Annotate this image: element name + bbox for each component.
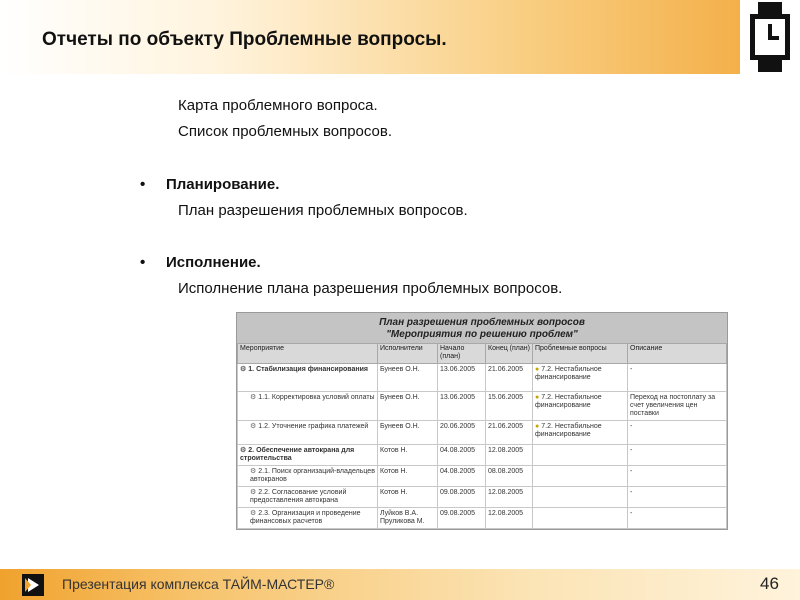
play-arrow-icon (22, 574, 44, 596)
cell-end: 12.08.2005 (486, 445, 533, 466)
task-name: 1.1. Корректировка условий оплаты (258, 394, 375, 401)
cell-issue: 7.2. Нестабильное финансирование (535, 394, 602, 409)
task-icon: ⚙ (250, 510, 257, 517)
section-planning (140, 176, 279, 193)
cell-issue: 7.2. Нестабильное финансирование (535, 366, 602, 381)
cell-end: 15.06.2005 (486, 392, 533, 421)
cell-who: Бунеев О.Н. (378, 392, 438, 421)
text-issue-map: Карта проблемного вопроса. (178, 97, 378, 114)
text-execution: Исполнение плана разрешения проблемных вопросов. (178, 280, 563, 297)
cell-desc: - (628, 487, 727, 508)
cell-issue (533, 466, 628, 487)
cell-who: Луйков В.А. Пруликова М. (378, 508, 438, 529)
bullet-execution: • (140, 254, 146, 271)
footer-text: Презентация комплекса ТАЙМ-МАСТЕР® (62, 576, 335, 592)
col-header[interactable]: Исполнители (378, 344, 438, 364)
report-title-line1: План разрешения проблемных вопросов (379, 317, 585, 328)
section-execution (140, 254, 261, 271)
cell-end: 12.08.2005 (486, 487, 533, 508)
task-icon: ⚙ (250, 489, 257, 496)
cell-end: 21.06.2005 (486, 421, 533, 445)
task-icon: ⚙ (240, 447, 247, 454)
footer-bar (0, 569, 800, 600)
task-name: 1.2. Уточнение графика платежей (258, 423, 369, 430)
cell-desc: - (628, 466, 727, 487)
cell-start: 04.08.2005 (438, 445, 486, 466)
col-header[interactable]: Проблемные вопросы (533, 344, 628, 364)
table-header-row (238, 344, 727, 364)
cell-who: Котов Н. (378, 445, 438, 466)
task-name: 2.1. Поиск организаций-владельцев автокранов (250, 468, 375, 483)
clock-logo-icon (746, 2, 794, 72)
report-title (237, 313, 727, 343)
task-name: 1. Стабилизация финансирования (248, 366, 368, 373)
cell-start: 09.08.2005 (438, 508, 486, 529)
table-row[interactable] (238, 421, 727, 445)
page-number: 46 (760, 574, 779, 593)
cell-desc: - (628, 445, 727, 466)
text-plan: План разрешения проблемных вопросов. (178, 202, 468, 219)
cell-desc: - (628, 508, 727, 529)
cell-end: 21.06.2005 (486, 364, 533, 392)
cell-start: 13.06.2005 (438, 392, 486, 421)
cell-issue (533, 445, 628, 466)
lightbulb-icon: ● (535, 366, 540, 373)
task-name: 2.2. Согласование условий предоставления автокрана (250, 489, 347, 504)
task-name: 2.3. Организация и проведение финансовых расчетов (250, 510, 361, 525)
header-bar (0, 0, 740, 74)
task-icon: ⚙ (250, 394, 257, 401)
col-header[interactable]: Конец (план) (486, 344, 533, 364)
task-icon: ⚙ (240, 366, 247, 373)
cell-end: 12.08.2005 (486, 508, 533, 529)
table-row[interactable] (238, 508, 727, 529)
cell-desc: Переход на постоплату за счет увеличения цен поставки (628, 392, 727, 421)
heading-execution: Исполнение. (166, 254, 261, 271)
task-icon: ⚙ (250, 468, 257, 475)
lightbulb-icon: ● (535, 394, 540, 401)
cell-issue (533, 508, 628, 529)
task-icon: ⚙ (250, 423, 257, 430)
cell-start: 04.08.2005 (438, 466, 486, 487)
cell-who: Бунеев О.Н. (378, 421, 438, 445)
cell-start: 13.06.2005 (438, 364, 486, 392)
table-row[interactable] (238, 466, 727, 487)
cell-issue (533, 487, 628, 508)
col-header[interactable]: Мероприятие (238, 344, 378, 364)
cell-end: 08.08.2005 (486, 466, 533, 487)
table-row[interactable] (238, 392, 727, 421)
report-title-line2: "Мероприятия по решению проблем" (386, 329, 578, 340)
cell-who: Бунеев О.Н. (378, 364, 438, 392)
bullet-planning: • (140, 176, 146, 193)
cell-who: Котов Н. (378, 466, 438, 487)
page-title: Отчеты по объекту Проблемные вопросы. (42, 29, 447, 50)
cell-start: 20.06.2005 (438, 421, 486, 445)
col-header[interactable]: Начало (план) (438, 344, 486, 364)
cell-issue: 7.2. Нестабильное финансирование (535, 423, 602, 438)
cell-desc: - (628, 364, 727, 392)
table-row[interactable] (238, 364, 727, 392)
report-screenshot (236, 312, 728, 530)
lightbulb-icon: ● (535, 423, 540, 430)
heading-planning: Планирование. (166, 176, 280, 193)
cell-start: 09.08.2005 (438, 487, 486, 508)
cell-desc: - (628, 421, 727, 445)
text-issue-list: Список проблемных вопросов. (178, 123, 393, 140)
logo (740, 0, 800, 74)
cell-who: Котов Н. (378, 487, 438, 508)
table-row[interactable] (238, 445, 727, 466)
col-header[interactable]: Описание (628, 344, 727, 364)
task-name: 2. Обеспечение автокрана для строительства (240, 447, 355, 462)
table-row[interactable] (238, 487, 727, 508)
report-table (237, 343, 727, 529)
